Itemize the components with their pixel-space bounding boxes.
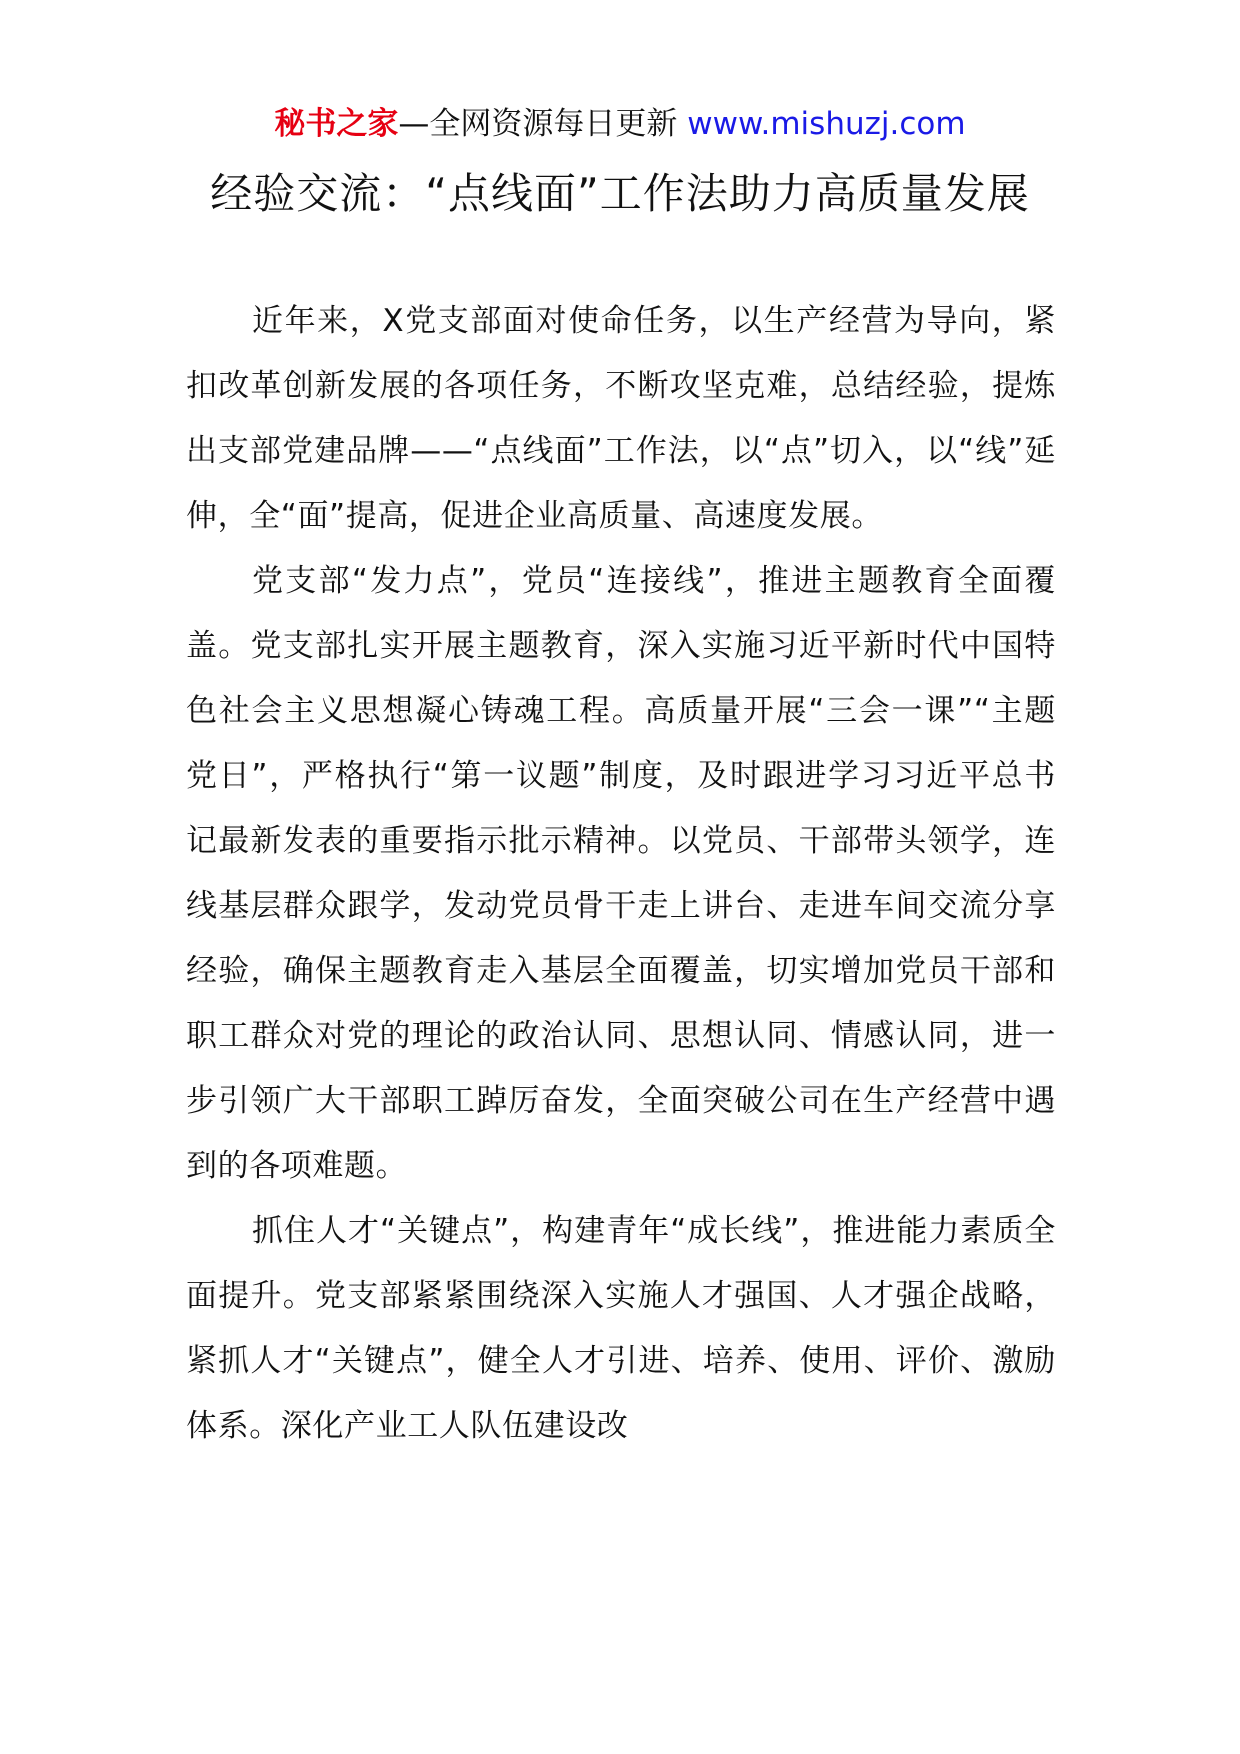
document-title: 经验交流：“点线面”工作法助力高质量发展 [210, 169, 1030, 218]
site-url-link[interactable]: www.mishuzj.com [687, 106, 966, 142]
paragraph-talent: 抓住人才“关键点”，构建青年“成长线”，推进能力素质全面提升。党支部紧紧围绕深入实施人才强国、人才强企战略，紧抓人才“关键点”，健全人才引进、培养、使用、评价、激励体系。深化产业工人队伍建设改 [186, 1213, 1056, 1444]
site-header [0, 104, 1240, 144]
paragraph-theme-education: 党支部“发力点”，党员“连接线”，推进主题教育全面覆盖。党支部扎实开展主题教育，深入实施习近平新时代中国特色社会主义思想凝心铸魂工程。高质量开展“三会一课”“主题党日”，严格执行“第一议题”制度，及时跟进学习习近平总书记最新发表的重要指示批示精神。以党员、干部带头领学，连线基层群众跟学，发动党员骨干走上讲台、走进车间交流分享经验，确保主题教育走入基层全面覆盖，切实增加党员干部和职工群众对党的理论的政治认同、思想认同、情感认同，进一步引领广大干部职工踔厉奋发，全面突破公司在生产经营中遇到的各项难题。 [186, 563, 1056, 1184]
site-tagline: —全网资源每日更新 [398, 106, 678, 142]
paragraph-intro: 近年来，X党支部面对使命任务，以生产经营为导向，紧扣改革创新发展的各项任务，不断攻坚克难，总结经验，提炼出支部党建品牌——“点线面”工作法，以“点”切入，以“线”延伸，全“面”提高，促进企业高质量、高速度发展。 [186, 303, 1056, 534]
brand-name: 秘书之家 [274, 106, 399, 142]
document-body [186, 289, 1056, 1459]
